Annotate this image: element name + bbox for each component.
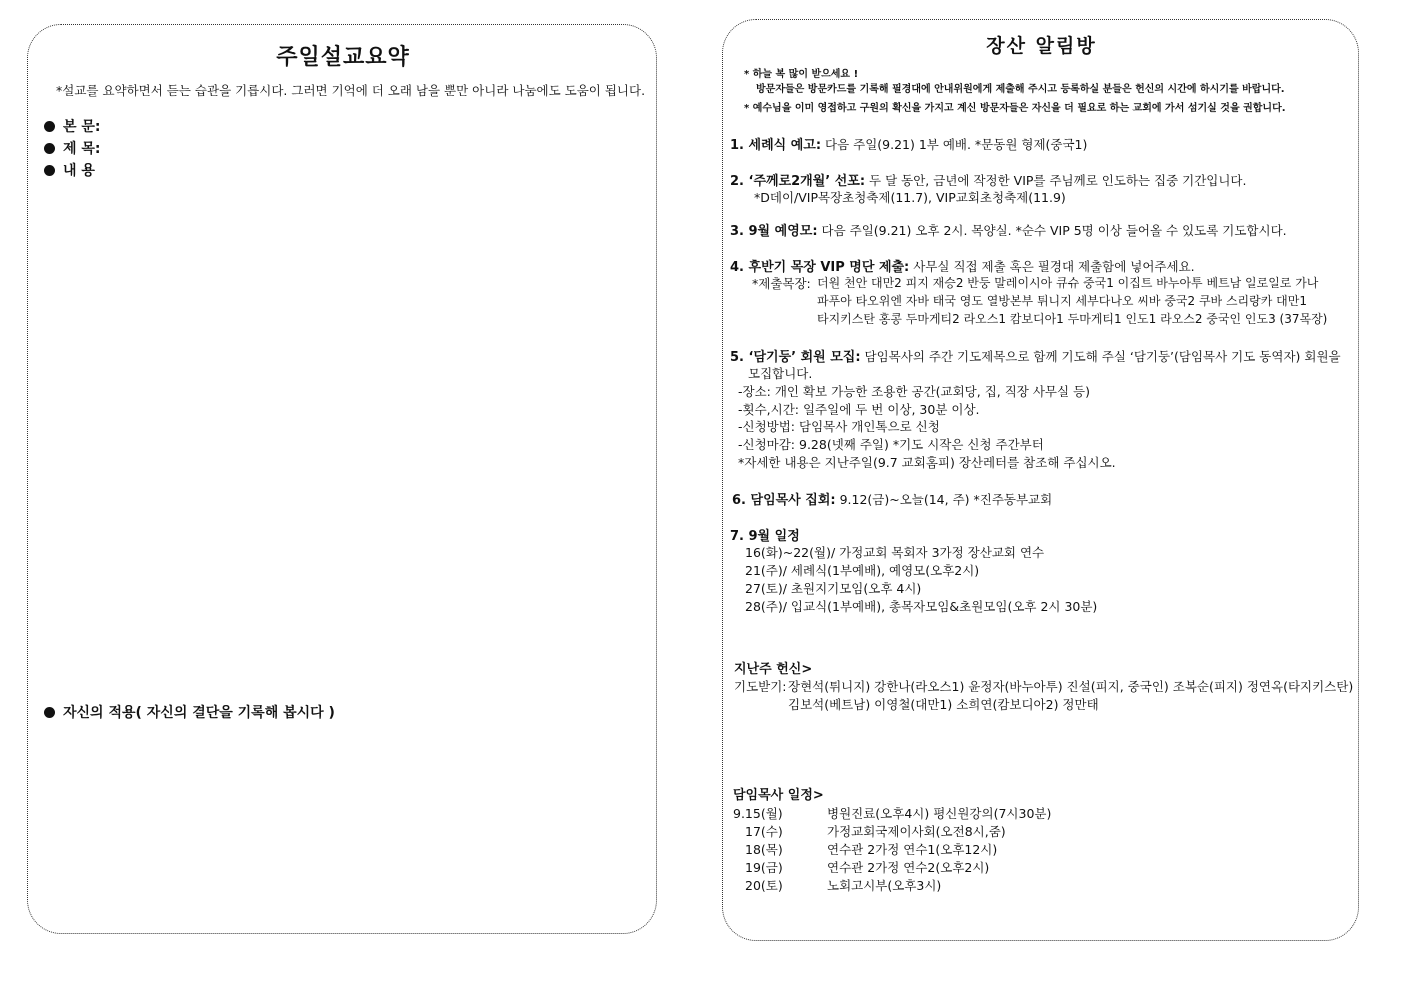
pastor-schedule-event: 연수관 2가정 연수1(오후12시) [827, 842, 998, 857]
announcement-2-head: 2. ‘주께로2개월’ 선포: [730, 174, 866, 189]
prayer-label: 기도받기: [734, 679, 787, 694]
announcement-5 [730, 346, 1341, 365]
last-week-heading: 지난주 헌신> [734, 662, 813, 677]
announcement-5-method: -신청방법: 담임목사 개인톡으로 신청 [738, 419, 940, 434]
prayer-names-line2: 김보석(베트남) 이영철(대만1) 소희연(캄보디아2) 정만태 [788, 697, 1099, 712]
pastor-schedule-event: 노회고시부(오후3시) [827, 878, 942, 893]
announcement-5-text: 담임목사의 주간 기도제목으로 함께 기도해 주실 ‘담기둥’(담임목사 기도 동역자) 회원을 [860, 349, 1341, 364]
announcement-4-text: 사무실 직접 제출 혹은 필경대 제출함에 넣어주세요. [909, 259, 1195, 274]
notice-visitors: 방문자들은 방문카드를 기록해 필경대에 안내위원에게 제출해 주시고 등록하실 분들은 헌신의 시간에 하시기를 바랍니다. [756, 84, 1285, 95]
announcements-title: 장산 알림방 [986, 35, 1097, 57]
pastor-schedule-date: 9.15(월) [733, 806, 783, 821]
sermon-summary-panel [27, 24, 657, 934]
announcement-1 [730, 134, 1087, 153]
application-label: 자신의 적용( 자신의 결단을 기록해 봅시다 ) [63, 705, 335, 721]
announcement-6-head: 6. 담임목사 집회: [732, 493, 836, 508]
bullet-application [44, 702, 335, 722]
announcement-4-head: 4. 후반기 목장 VIP 명단 제출: [730, 260, 910, 275]
announcement-7-head: 7. 9월 일정 [730, 529, 800, 544]
announcement-1-head: 1. 세례식 예고: [730, 138, 822, 153]
announcement-4-line1: 더원 천안 대만2 피지 재승2 반둥 말레이시아 큐슈 중국1 이집트 바누아투 베트남 일로일로 가나 [817, 276, 1319, 290]
bullet-icon [44, 707, 55, 718]
pastor-schedule-date: 18(목) [745, 842, 783, 857]
announcement-4-line2: 파푸아 타오위엔 자바 태국 영도 열방본부 튀니지 세부다나오 씨바 중국2 쿠바 스리랑카 대만1 [817, 294, 1307, 308]
title-label: 제 목: [63, 141, 101, 157]
announcement-1-text: 다음 주일(9.21) 1부 예배. *문동원 형제(중국1) [821, 137, 1088, 152]
sermon-summary-title: 주일설교요약 [276, 45, 410, 70]
announcement-4-line3: 타지키스탄 홍콩 두마게티2 라오스1 캄보디아1 두마게티1 인도1 라오스2 중국인 인도3 (37목장) [817, 312, 1328, 326]
prayer-names-line1: 장현석(튀니지) 강한나(라오스1) 윤정자(바누아투) 진설(피지, 중국인) 조복순(피지) 정연옥(타지키스탄) [788, 679, 1354, 694]
pastor-schedule-date: 19(금) [745, 860, 783, 875]
announcement-5-frequency: -횟수,시간: 일주일에 두 번 이상, 30분 이상. [738, 402, 980, 417]
pastor-schedule-date: 17(수) [745, 824, 783, 839]
schedule-item: 16(화)~22(월)/ 가정교회 목회자 3가정 장산교회 연수 [745, 545, 1045, 560]
announcement-5-deadline: -신청마감: 9.28(넷째 주일) *기도 시작은 신청 주간부터 [738, 437, 1044, 452]
notice-other-church: * 예수님을 이미 영접하고 구원의 확신을 가지고 계신 방문자들은 자신을 더 필요로 하는 교회에 가서 섬기실 것을 권합니다. [744, 103, 1286, 114]
announcement-4 [730, 256, 1195, 275]
announcement-5-details: *자세한 내용은 지난주일(9.7 교회홈피) 장산레터를 참조해 주십시오. [738, 455, 1116, 470]
notice-greeting: * 하늘 복 많이 받으세요 ! [744, 69, 859, 80]
announcement-3-text: 다음 주일(9.21) 오후 2시. 목양실. *순수 VIP 5명 이상 들어올 수 있도록 기도합시다. [817, 223, 1287, 238]
announcement-2-line2: *D데이/VIP목장초청축제(11.7), VIP교회초청축제(11.9) [754, 190, 1066, 205]
announcement-6 [732, 489, 1052, 508]
bullet-icon [44, 121, 55, 132]
pastor-schedule-event: 가정교회국제이사회(오전8시,줌) [827, 824, 1006, 839]
announcement-5-line2: 모집합니다. [748, 366, 813, 381]
bullet-content [44, 160, 95, 180]
bullet-icon [44, 143, 55, 154]
schedule-item: 27(토)/ 초원지기모임(오후 4시) [745, 581, 922, 596]
passage-label: 본 문: [63, 119, 101, 135]
pastor-schedule-heading: 담임목사 일정> [733, 788, 824, 803]
bullet-text-passage [44, 116, 101, 136]
announcement-3 [730, 220, 1287, 239]
schedule-item: 21(주)/ 세례식(1부예배), 예영모(오후2시) [745, 563, 980, 578]
content-label: 내 용 [63, 163, 95, 179]
announcements-panel [722, 19, 1359, 941]
announcement-2 [730, 170, 1247, 189]
announcement-4-label: *제출목장: [752, 276, 811, 291]
pastor-schedule-event: 연수관 2가정 연수2(오후2시) [827, 860, 990, 875]
sermon-summary-subtitle: *설교를 요약하면서 듣는 습관을 기릅시다. 그러면 기억에 더 오래 남을 뿐만 아니라 나눔에도 도움이 됩니다. [56, 83, 646, 98]
announcement-5-place: -장소: 개인 확보 가능한 조용한 공간(교회당, 집, 직장 사무실 등) [738, 384, 1090, 399]
bullet-sermon-title [44, 138, 101, 158]
announcement-2-text: 두 달 동안, 금년에 작정한 VIP를 주님께로 인도하는 집중 기간입니다. [865, 173, 1247, 188]
bullet-icon [44, 165, 55, 176]
announcement-5-head: 5. ‘담기둥’ 회원 모집: [730, 350, 861, 365]
announcement-3-head: 3. 9월 예영모: [730, 224, 818, 239]
pastor-schedule-event: 병원진료(오후4시) 평신원강의(7시30분) [827, 806, 1052, 821]
pastor-schedule-date: 20(토) [745, 878, 783, 893]
announcement-6-text: 9.12(금)~오늘(14, 주) *진주동부교회 [835, 492, 1053, 507]
schedule-item: 28(주)/ 입교식(1부예배), 총목자모임&초원모임(오후 2시 30분) [745, 599, 1098, 614]
